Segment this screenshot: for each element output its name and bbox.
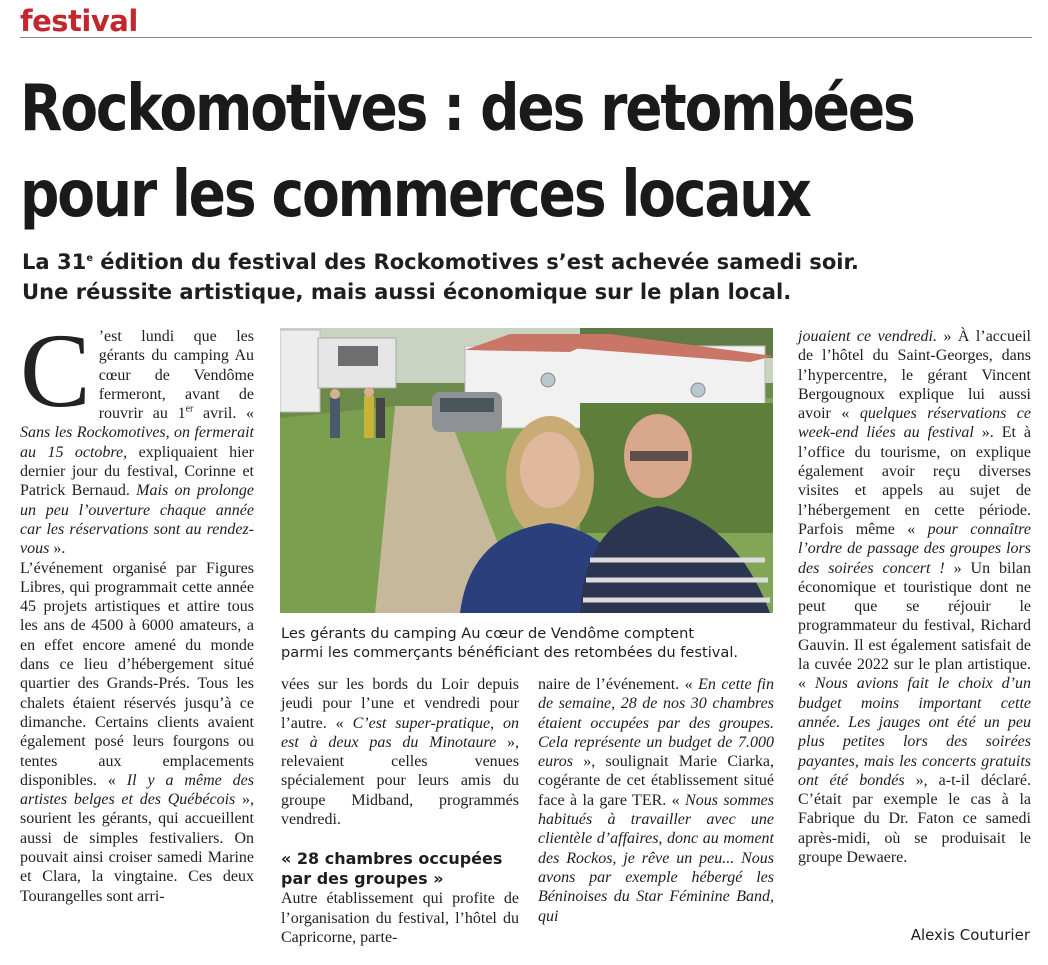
- text-run: avril. «: [193, 405, 254, 423]
- paragraph: [538, 675, 774, 926]
- quote-run: Il y a même des artistes belges et des Québécois: [20, 771, 255, 809]
- headline-line-2: pour les commerces locaux: [20, 158, 810, 232]
- text-run: Autre établissement qui profite de l’organisation du festival, l’hôtel du Capricorne, parte-: [281, 890, 519, 946]
- article-headline: [20, 66, 914, 238]
- intertitle: « 28 chambres occupées par des groupes »: [281, 849, 503, 889]
- quote-run: pour connaître l’ordre de passage des groupes lors des soirées concert !: [798, 520, 1031, 577]
- article-column-1: [20, 312, 255, 906]
- text-run: », sourient les gérants, qui accueillent aussi de simples festivaliers. On pouvait ainsi croiser samedi Marine et Clara, la vingtaine. Ces deux Tourangelles sont arri-: [20, 791, 254, 905]
- paragraph: [281, 675, 519, 829]
- article-photo: [280, 328, 773, 613]
- author-byline: Alexis Couturier: [910, 926, 1030, 944]
- text-run: » À l’accueil de l’hôtel du Saint-Georges, dans l’hypercentre, le gérant Vincent Bergougnoux explique lui aussi avoir «: [798, 328, 1031, 423]
- rubric-divider: [20, 37, 1032, 38]
- article-standfirst: [22, 248, 1012, 308]
- quote-run: Nous avions fait le choix d’un budget moins important cette année. Les jauges ont été un peu plus petites lors des soirées payantes, mais les concerts gratuits ont été bondés: [798, 675, 1032, 789]
- article-column-4: [798, 327, 1031, 867]
- quote-run: C’est super-pratique, on est à deux pas du Minotaure: [281, 714, 519, 751]
- paragraph: [20, 559, 254, 906]
- text-run: », soulignait Marie Ciarka, cogérante de cet établissement situé face à la gare TER. «: [538, 753, 774, 809]
- standfirst-superscript: e: [86, 252, 93, 264]
- text-run: », a-t-il déclaré. C’était par exemple le cas à la Fabrique du Dr. Faton ce samedi après-midi, où se produisait le groupe Dewaere.: [798, 771, 1031, 867]
- photo-caption: [281, 624, 776, 662]
- quote-run: En cette fin de semaine, 28 de nos 30 chambres étaient occupées par des groupes. Cela représente un budget de 7.000 euros: [538, 676, 774, 771]
- section-rubric: festival: [20, 4, 138, 38]
- text-run: vées sur les bords du Loir depuis jeudi pour l’une et vendredi pour l’autre. «: [281, 676, 519, 732]
- standfirst-line-2: Une réussite artistique, mais aussi économique sur le plan local.: [22, 280, 792, 305]
- text-run: ’est lundi que les gérants du camping Au cœur de Vendôme fermeront, avant de rouvrir au 1: [98, 328, 254, 423]
- quote-run: Nous sommes habitués à travailler avec une clientèle d’affaires, donc au moment des Rockos, je rêve un peu... Nous avons par exemple hébergé les Béninoises du Star Féminine Band, qui: [538, 791, 774, 925]
- text-run: ».: [49, 540, 66, 558]
- paragraph-intro: [20, 312, 254, 559]
- quote-run: quelques réservations ce week-end liées au festival: [798, 405, 1031, 442]
- standfirst-text-b: édition du festival des Rockomotives s’est achevée samedi soir.: [92, 250, 859, 275]
- article-column-3: [538, 675, 774, 926]
- headline-line-1: Rockomotives : des retombées: [20, 72, 914, 146]
- text-run: L’événement organisé par Figures Libres, qui programmait cette année 45 projets artistiques et attire tous les ans de 4500 à 6000 amateurs, a en effet encore amené du monde dans ce lieu d’hébergement situé quartier des Grands-Prés. Tous les chalets étaient réservés jusqu’à ce dimanche. Certains clients avaient également posé leurs fourgons ou tentes aux emplacements disponibles. «: [20, 559, 254, 789]
- drop-cap: C: [20, 312, 91, 429]
- caption-line-1: Les gérants du camping Au cœur de Vendôme comptent: [281, 625, 695, 642]
- quote-run: jouaient ce vendredi.: [798, 328, 937, 345]
- text-run: expliquaient hier dernier jour du festival, Corinne et Patrick Bernaud.: [20, 443, 254, 500]
- standfirst-line-1: [22, 248, 1012, 278]
- quote-run: Mais on prolonge un peu l’ouverture chaque année car les réservations sont au rendez-vous: [20, 482, 254, 558]
- article-column-2: [281, 675, 519, 947]
- text-run: », relevaient celles venues spécialement pour leurs amis du groupe Midband, programmés vendredi.: [281, 733, 520, 829]
- text-run: ». Et à l’office du tourisme, on explique également avoir reçu diverses visites et appels au sujet de l’hébergement en cette période. Parfois même «: [798, 424, 1032, 538]
- caption-line-2: parmi les commerçants bénéficiant des retombées du festival.: [281, 644, 739, 661]
- text-run: » Un bilan économique et touristique dont ne peut que se réjouir le programmateur du festival, Richard Gauvin. Il est également satisfait de la cuvée 2022 sur le plan artistique. «: [798, 559, 1031, 693]
- paragraph: [798, 327, 1031, 867]
- paragraph: [281, 889, 519, 947]
- superscript: er: [185, 403, 194, 415]
- text-run: naire de l’événement. «: [538, 676, 699, 693]
- standfirst-text-a: La 31: [22, 250, 87, 275]
- quote-run: Sans les Rockomotives, on fermerait au 15 octobre,: [20, 424, 254, 461]
